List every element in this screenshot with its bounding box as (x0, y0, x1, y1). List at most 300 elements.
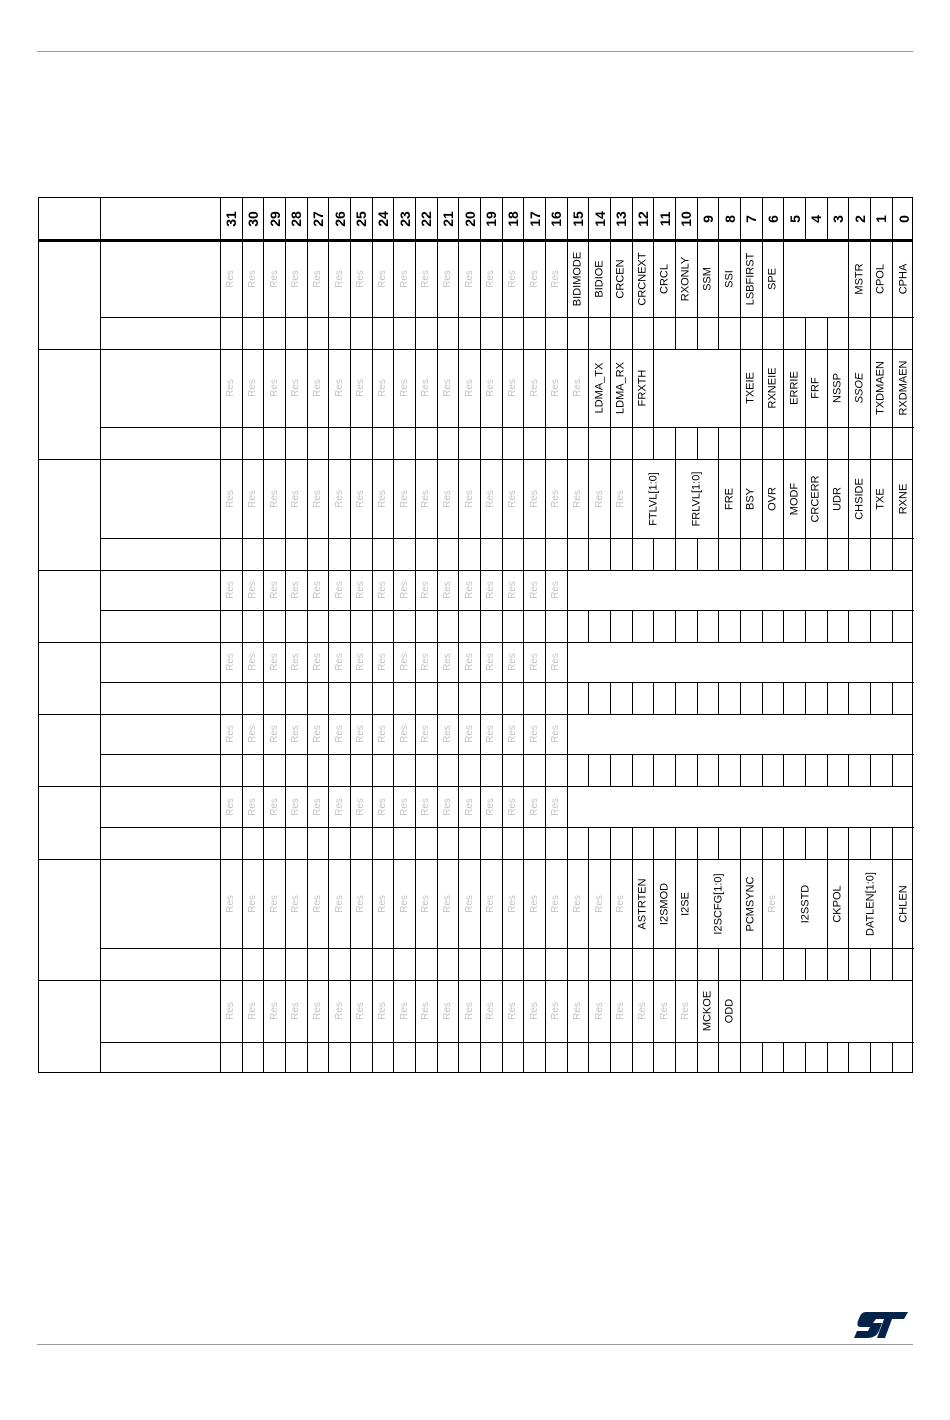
reset-cell (611, 682, 633, 714)
reserved-bit (351, 642, 373, 682)
reserved-label: Res (268, 797, 280, 816)
reserved-label: Res (246, 379, 258, 397)
field-label: MCKOE (701, 990, 714, 1032)
reserved-label: Res (767, 894, 779, 913)
reserved-bit (459, 859, 481, 948)
reserved-label: Res (312, 269, 323, 288)
reserved-label: Res (312, 797, 323, 816)
reserved-label: Res (312, 725, 323, 743)
reserved-label: Res (593, 1002, 605, 1020)
reserved-bit (546, 980, 568, 1042)
reset-cell (763, 1042, 785, 1073)
bit-number: 18 (505, 210, 522, 227)
reserved-label: Res (420, 269, 432, 288)
bit-field (871, 459, 893, 538)
reset-cell (654, 317, 676, 349)
reset-cell (676, 610, 698, 642)
reserved-bit (243, 859, 265, 948)
reset-cell (394, 827, 416, 859)
bit-header (611, 197, 633, 240)
reset-cell (438, 610, 460, 642)
reserved-label: Res (507, 797, 519, 816)
reserved-bit (459, 570, 481, 610)
bit-field (741, 980, 914, 1042)
reserved-label: Res (398, 379, 410, 397)
bit-field (698, 240, 720, 317)
reserved-label: Res (507, 894, 519, 913)
reserved-bit (394, 859, 416, 948)
reserved-bit (416, 642, 438, 682)
reserved-label: Res (658, 1002, 670, 1020)
reset-cell (286, 610, 308, 642)
reset-cell (221, 827, 243, 859)
reset-cell (568, 682, 590, 714)
reserved-bit (416, 349, 438, 427)
reserved-label: Res (312, 1002, 323, 1020)
bit-number: 23 (396, 210, 413, 227)
reset-cell (438, 317, 460, 349)
reserved-label: Res (377, 797, 389, 816)
reserved-bit (243, 240, 265, 317)
reset-cell (828, 754, 850, 786)
reserved-bit (264, 714, 286, 754)
reserved-label: Res (463, 653, 475, 671)
reset-cell (719, 1042, 741, 1073)
reserved-bit (438, 786, 460, 827)
reset-cell (524, 948, 546, 980)
reset-cell (243, 610, 265, 642)
reserved-bit (373, 642, 395, 682)
reserved-label: Res (550, 489, 562, 508)
field-label: TXEIE (744, 372, 757, 404)
reset-cell (589, 610, 611, 642)
st-logo (852, 1310, 910, 1340)
field-label: CPHA (897, 263, 910, 294)
reserved-label: Res (355, 653, 367, 671)
reset-cell (329, 948, 351, 980)
reserved-bit (394, 980, 416, 1042)
field-label: SSI (723, 269, 736, 288)
reserved-bit (221, 786, 243, 827)
reserved-bit (329, 714, 351, 754)
reserved-bit (481, 459, 503, 538)
reserved-label: Res (333, 1002, 345, 1020)
reset-cell (849, 1042, 871, 1073)
reserved-bit (286, 459, 308, 538)
reset-cell (871, 827, 893, 859)
bit-field (611, 349, 633, 427)
bit-field (568, 240, 590, 317)
reserved-bit (351, 714, 373, 754)
field-label: I2SMOD (658, 882, 671, 925)
reserved-label: Res (463, 894, 475, 913)
reserved-label: Res (225, 653, 237, 671)
reset-cell (806, 948, 828, 980)
bit-header (524, 197, 546, 240)
reset-cell (741, 827, 763, 859)
reserved-bit (243, 714, 265, 754)
register-name-cell (101, 714, 221, 786)
reserved-label: Res (246, 653, 258, 671)
reset-cell (373, 827, 395, 859)
bit-number: 0 (895, 214, 912, 223)
bit-field (611, 459, 633, 538)
reset-cell (481, 754, 503, 786)
reserved-bit (221, 459, 243, 538)
reset-cell (763, 610, 785, 642)
reserved-label: Res (225, 797, 237, 816)
bit-field (741, 459, 763, 538)
reserved-bit (438, 642, 460, 682)
reserved-label: Res (377, 653, 389, 671)
reserved-label: Res (246, 1002, 258, 1020)
field-label: FRF (809, 377, 822, 399)
reserved-label: Res (420, 581, 432, 599)
reserved-bit (243, 786, 265, 827)
reserved-label: Res (333, 489, 345, 508)
field-label: FRLVL[1:0] (690, 471, 703, 526)
reserved-bit (264, 786, 286, 827)
reserved-label: Res (290, 489, 302, 508)
field-label: CKPOL (831, 884, 844, 923)
reserved-label: Res (442, 894, 454, 913)
bit-header (308, 197, 330, 240)
reset-cell (741, 754, 763, 786)
field-label: RXNE (897, 483, 910, 514)
reset-cell (806, 827, 828, 859)
reserved-label: Res (377, 1002, 389, 1020)
reset-cell (438, 827, 460, 859)
reserved-bit (286, 980, 308, 1042)
reset-cell (459, 1042, 481, 1073)
reset-cell (719, 610, 741, 642)
reset-cell (654, 610, 676, 642)
bit-header (459, 197, 481, 240)
bit-number: 22 (418, 210, 435, 227)
reserved-bit (351, 859, 373, 948)
reset-cell (784, 1042, 806, 1073)
reserved-bit (394, 570, 416, 610)
reserved-bit (394, 714, 416, 754)
bit-field (849, 349, 871, 427)
bit-header (698, 197, 720, 240)
bit-field (784, 859, 827, 948)
reset-cell (893, 1042, 915, 1073)
bit-number: 28 (288, 210, 305, 227)
reserved-bit (438, 349, 460, 427)
reserved-label: Res (246, 269, 258, 288)
bit-field (871, 349, 893, 427)
reserved-label: Res (615, 489, 627, 508)
reserved-bit (221, 859, 243, 948)
reset-cell (589, 1042, 611, 1073)
reserved-bit (524, 786, 546, 827)
field-label: BIDIMODE (571, 251, 584, 306)
reserved-bit (394, 349, 416, 427)
reserved-label: Res (355, 581, 367, 599)
bit-number: 4 (808, 214, 825, 223)
reserved-bit (308, 714, 330, 754)
reset-cell (416, 427, 438, 459)
reserved-label: Res (507, 1002, 519, 1020)
reset-cell (286, 317, 308, 349)
reset-cell (828, 1042, 850, 1073)
reserved-label: Res (398, 725, 410, 743)
reset-cell (351, 948, 373, 980)
reserved-bit (459, 980, 481, 1042)
reserved-bit (546, 786, 568, 827)
reset-cell (481, 610, 503, 642)
bit-field (806, 349, 828, 427)
reserved-bit (329, 459, 351, 538)
reserved-bit (286, 240, 308, 317)
offset-cell (38, 349, 101, 459)
reset-cell (524, 427, 546, 459)
reset-cell (351, 682, 373, 714)
reserved-bit (524, 980, 546, 1042)
reserved-label: Res (312, 581, 323, 599)
reserved-label: Res (246, 725, 258, 743)
reset-cell (416, 1042, 438, 1073)
reset-cell (503, 317, 525, 349)
reset-cell (871, 754, 893, 786)
reset-cell (676, 948, 698, 980)
reset-cell (784, 427, 806, 459)
bit-field (568, 786, 915, 827)
reset-cell (893, 427, 915, 459)
reset-cell (633, 317, 655, 349)
reset-cell (373, 1042, 395, 1073)
bit-header (719, 197, 741, 240)
reserved-label: Res (333, 725, 345, 743)
reserved-bit (546, 240, 568, 317)
field-label: CHLEN (897, 884, 910, 923)
bit-field (719, 980, 741, 1042)
reserved-bit (481, 714, 503, 754)
row-separator (101, 827, 221, 828)
bit-number: 3 (830, 214, 847, 223)
reset-cell (546, 538, 568, 570)
reserved-label: Res (333, 894, 345, 913)
reset-cell (871, 1042, 893, 1073)
bit-number: 13 (613, 210, 630, 227)
reset-cell (329, 682, 351, 714)
reserved-bit (394, 642, 416, 682)
reserved-label: Res (572, 1002, 584, 1020)
reset-cell (784, 682, 806, 714)
reset-cell (351, 827, 373, 859)
reset-cell (481, 427, 503, 459)
reset-cell (589, 754, 611, 786)
reserved-label: Res (268, 489, 280, 508)
reset-cell (329, 317, 351, 349)
reserved-label: Res (290, 1002, 302, 1020)
reset-cell (351, 1042, 373, 1073)
reset-cell (546, 1042, 568, 1073)
reset-cell (741, 610, 763, 642)
reserved-label: Res (615, 1002, 627, 1020)
reserved-bit (243, 570, 265, 610)
reset-cell (243, 682, 265, 714)
bit-field (611, 859, 633, 948)
reserved-label: Res (550, 581, 562, 599)
reset-cell (741, 317, 763, 349)
reserved-label: Res (507, 269, 519, 288)
field-label: I2SCFG[1:0] (712, 872, 725, 935)
field-label: CHSIDE (853, 477, 866, 520)
reserved-bit (264, 859, 286, 948)
header-rule (37, 51, 913, 52)
bit-field (589, 859, 611, 948)
bit-header (503, 197, 525, 240)
reserved-label: Res (355, 489, 367, 508)
reset-cell (849, 948, 871, 980)
reset-cell (763, 754, 785, 786)
reserved-label: Res (377, 379, 389, 397)
bit-field (568, 459, 590, 538)
bit-header (546, 197, 568, 240)
reset-cell (719, 317, 741, 349)
reserved-label: Res (507, 725, 519, 743)
field-label: LDMA_TX (593, 362, 606, 414)
field-label: CRCL (658, 263, 671, 294)
reserved-bit (524, 240, 546, 317)
reset-cell (806, 538, 828, 570)
reset-cell (806, 754, 828, 786)
bit-field (828, 859, 850, 948)
field-label: RXDMAEN (897, 360, 910, 416)
reserved-bit (221, 349, 243, 427)
reset-cell (741, 427, 763, 459)
reserved-bit (546, 859, 568, 948)
bit-field (633, 349, 655, 427)
reserved-label: Res (420, 489, 432, 508)
header-register-cell (101, 197, 221, 240)
bit-number: 10 (678, 210, 695, 227)
row-separator (101, 1042, 221, 1043)
reserved-label: Res (507, 489, 519, 508)
reserved-label: Res (398, 797, 410, 816)
bit-field (611, 980, 633, 1042)
row-separator (101, 682, 221, 683)
reset-cell (264, 427, 286, 459)
reserved-label: Res (442, 725, 454, 743)
reset-cell (763, 427, 785, 459)
reserved-bit (481, 980, 503, 1042)
reserved-label: Res (572, 379, 584, 397)
reset-cell (394, 948, 416, 980)
reserved-bit (416, 240, 438, 317)
reserved-bit (546, 349, 568, 427)
reset-cell (828, 610, 850, 642)
field-label: UDR (831, 486, 844, 511)
reserved-bit (286, 570, 308, 610)
reset-cell (568, 1042, 590, 1073)
field-label: FRXTH (636, 369, 649, 407)
reset-cell (611, 827, 633, 859)
bit-field (849, 859, 892, 948)
reset-cell (503, 754, 525, 786)
reset-cell (633, 948, 655, 980)
bit-header (568, 197, 590, 240)
reserved-label: Res (312, 894, 323, 913)
reset-cell (308, 427, 330, 459)
reserved-bit (221, 240, 243, 317)
reset-cell (503, 1042, 525, 1073)
reset-cell (784, 317, 806, 349)
reset-cell (308, 610, 330, 642)
reset-cell (654, 754, 676, 786)
reserved-label: Res (268, 1002, 280, 1020)
bit-number: 24 (375, 210, 392, 227)
reserved-label: Res (312, 489, 323, 508)
reset-cell (654, 827, 676, 859)
reserved-label: Res (528, 725, 540, 743)
bit-header (286, 197, 308, 240)
reset-cell (893, 610, 915, 642)
reset-cell (654, 538, 676, 570)
reset-cell (893, 827, 915, 859)
reset-cell (394, 610, 416, 642)
reset-cell (871, 682, 893, 714)
bit-field (633, 980, 655, 1042)
reserved-bit (373, 714, 395, 754)
row-separator (101, 610, 221, 611)
reserved-label: Res (420, 1002, 432, 1020)
reserved-bit (459, 786, 481, 827)
reserved-bit (329, 786, 351, 827)
reset-cell (459, 317, 481, 349)
reset-cell (221, 682, 243, 714)
reserved-label: Res (312, 653, 323, 671)
bit-header (243, 197, 265, 240)
field-label: TXDMAEN (874, 361, 887, 415)
reset-cell (611, 610, 633, 642)
reserved-label: Res (420, 653, 432, 671)
reserved-label: Res (528, 581, 540, 599)
reserved-bit (308, 859, 330, 948)
reserved-label: Res (593, 894, 605, 913)
reserved-label: Res (420, 725, 432, 743)
bit-field (719, 459, 741, 538)
reset-cell (416, 754, 438, 786)
reserved-bit (221, 980, 243, 1042)
offset-cell (38, 714, 101, 786)
reserved-label: Res (225, 1002, 237, 1020)
reset-cell (719, 827, 741, 859)
reset-cell (633, 610, 655, 642)
reset-cell (698, 827, 720, 859)
reset-cell (459, 538, 481, 570)
reserved-bit (308, 786, 330, 827)
reset-cell (524, 1042, 546, 1073)
reset-cell (503, 538, 525, 570)
reserved-label: Res (246, 581, 258, 599)
reserved-label: Res (377, 894, 389, 913)
reset-cell (373, 610, 395, 642)
reset-cell (849, 754, 871, 786)
reset-cell (698, 538, 720, 570)
bit-number: 21 (440, 210, 457, 227)
bit-header (633, 197, 655, 240)
reset-cell (221, 610, 243, 642)
reserved-label: Res (550, 894, 562, 913)
field-label: OVR (766, 486, 779, 511)
reset-cell (481, 317, 503, 349)
reset-cell (806, 610, 828, 642)
reserved-bit (503, 349, 525, 427)
register-name-cell (101, 570, 221, 642)
